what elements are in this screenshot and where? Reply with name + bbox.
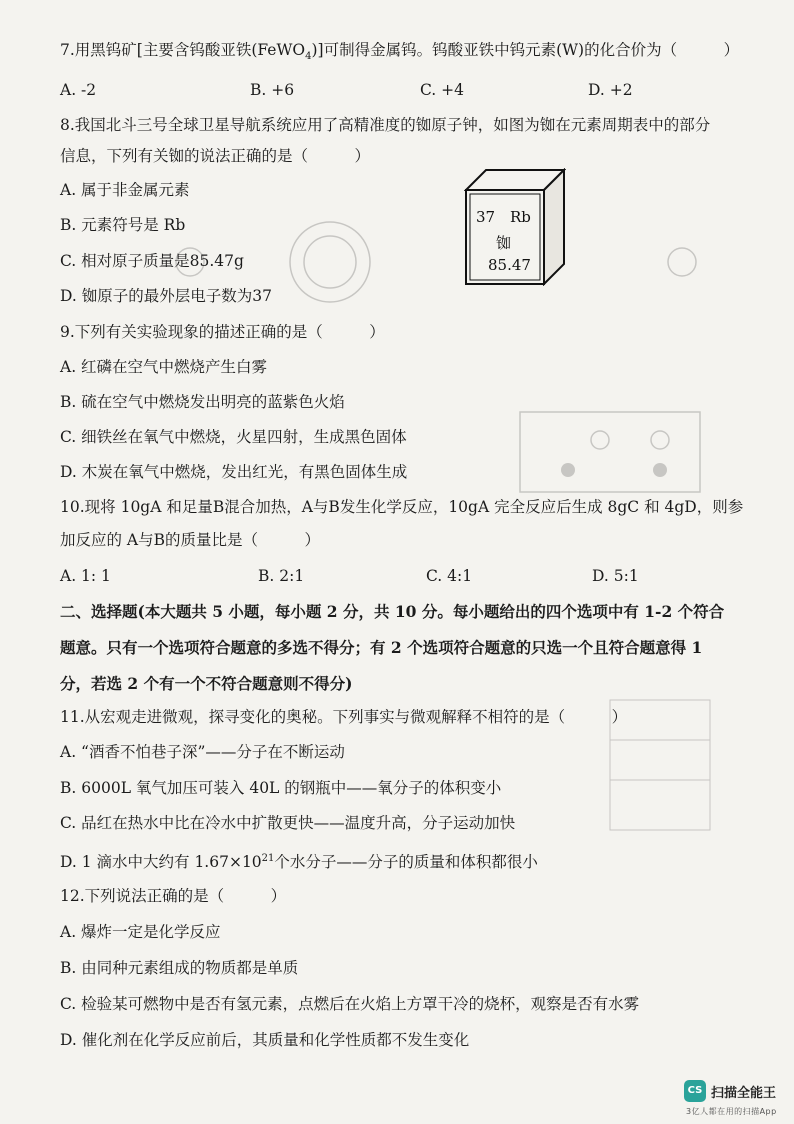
camscanner-tagline: 3亿人都在用的扫描App	[686, 1107, 777, 1116]
q12-option-d[interactable]: D. 催化剂在化学反应前后，其质量和化学性质都不发生变化	[60, 1031, 470, 1049]
q11-option-c[interactable]: C. 品红在热水中比在冷水中扩散更快——温度升高，分子运动加快	[60, 814, 516, 832]
q10-option-d[interactable]: D. 5:1	[592, 567, 639, 585]
section2-instructions-line2: 题意。只有一个选项符合题意的多选不得分；有 2 个选项符合题意的只选一个且符合题意得 1	[60, 638, 703, 657]
q8-option-c[interactable]: C. 相对原子质量是85.47g	[60, 252, 244, 270]
camscanner-logo-icon: CS	[684, 1080, 706, 1102]
section2-instructions-line1: 二、选择题(本大题共 5 小题，每小题 2 分，共 10 分。每小题给出的四个选项中有 1-2 个符合	[60, 602, 725, 621]
q7-option-a[interactable]: A. -2	[60, 81, 97, 99]
q9-option-d[interactable]: D. 木炭在氧气中燃烧，发出红光，有黑色固体生成	[60, 463, 408, 481]
q7-stem-part-a: 7.用黑钨矿[主要含钨酸亚铁(FeWO	[60, 41, 306, 59]
q12-option-a[interactable]: A. 爆炸一定是化学反应	[60, 923, 221, 941]
q9-option-c[interactable]: C. 细铁丝在氧气中燃烧，火星四射，生成黑色固体	[60, 428, 407, 446]
q7-option-c[interactable]: C. +4	[420, 81, 465, 99]
q12-stem: 12.下列说法正确的是（ ）	[60, 887, 287, 905]
q11-option-d-exponent: 21	[261, 853, 275, 864]
element-symbol: Rb	[510, 208, 531, 226]
q11-stem: 11.从宏观走进微观，探寻变化的奥秘。下列事实与微观解释不相符的是（ ）	[60, 708, 628, 726]
atomic-mass: 85.47	[488, 256, 531, 274]
q11-option-a[interactable]: A. “酒香不怕巷子深”——分子在不断运动	[60, 743, 345, 761]
q10-stem-line1: 10.现将 10gA 和足量B混合加热，A与B发生化学反应，10gA 完全反应后生成 8gC 和 4gD，则参	[60, 498, 744, 516]
q12-option-b[interactable]: B. 由同种元素组成的物质都是单质	[60, 959, 299, 977]
q11-option-d-part-a: D. 1 滴水中大约有 1.67×10	[60, 853, 262, 872]
q7-formula-subscript: 4	[305, 51, 312, 63]
q7-stem	[60, 40, 739, 67]
q10-stem-line2: 加反应的 A与B的质量比是（ ）	[60, 531, 321, 549]
q11-option-b[interactable]: B. 6000L 氧气加压可装入 40L 的钢瓶中——氧分子的体积变小	[60, 779, 502, 797]
q12-option-c[interactable]: C. 检验某可燃物中是否有氢元素，点燃后在火焰上方罩干冷的烧杯，观察是否有水雾	[60, 995, 640, 1013]
q7-stem-part-b: )]可制得金属钨。钨酸亚铁中钨元素(W)的化合价为（ ）	[311, 41, 740, 59]
q10-option-b[interactable]: B. 2:1	[258, 567, 305, 585]
camscanner-name: 扫描全能王	[711, 1086, 777, 1101]
q9-stem: 9.下列有关实验现象的描述正确的是（ ）	[60, 323, 385, 341]
q8-option-a[interactable]: A. 属于非金属元素	[60, 181, 190, 199]
q7-option-d[interactable]: D. +2	[588, 81, 633, 99]
q11-option-d[interactable]	[60, 849, 538, 872]
q11-option-d-part-b: 个水分子——分子的质量和体积都很小	[274, 853, 538, 872]
q9-option-b[interactable]: B. 硫在空气中燃烧发出明亮的蓝紫色火焰	[60, 393, 345, 411]
section2-instructions-line3: 分，若选 2 个有一个不符合题意则不得分)	[60, 674, 353, 693]
q8-option-b[interactable]: B. 元素符号是 Rb	[60, 216, 186, 234]
q8-option-d[interactable]: D. 铷原子的最外层电子数为37	[60, 287, 272, 305]
q10-option-c[interactable]: C. 4:1	[426, 567, 473, 585]
rubidium-element-cube	[464, 168, 566, 286]
q8-stem-line2: 信息，下列有关铷的说法正确的是（ ）	[60, 147, 371, 165]
q9-option-a[interactable]: A. 红磷在空气中燃烧产生白雾	[60, 358, 268, 376]
element-name: 铷	[496, 234, 512, 252]
q10-option-a[interactable]: A. 1: 1	[60, 567, 111, 585]
q8-stem-line1: 8.我国北斗三号全球卫星导航系统应用了高精准度的铷原子钟，如图为铷在元素周期表中的部分	[60, 116, 711, 134]
q7-option-b[interactable]: B. +6	[250, 81, 295, 99]
atomic-number: 37	[476, 208, 496, 226]
